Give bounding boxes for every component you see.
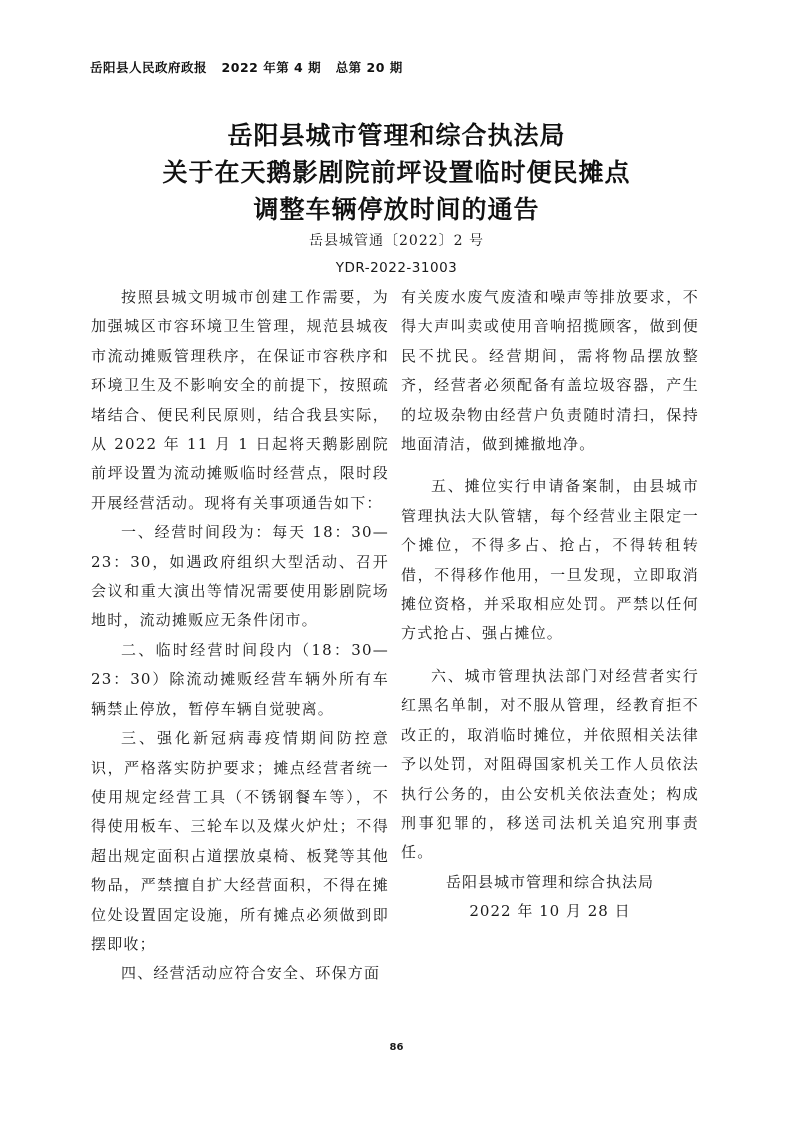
item-3-paragraph: 三、强化新冠病毒疫情期间防控意识，严格落实防护要求；摊点经营者统一使用规定经营工具（不锈钢餐车等），不得使用板车、三轮车以及煤火炉灶；不得超出规定面积占道摆放桌椅、板凳等其他物品，严禁擅自扩大经营面积，不得在摊位处设置固定设施，所有摊点必须做到即摆即收； xyxy=(91,729,389,953)
body-left-column xyxy=(91,283,389,989)
page-number: 86 xyxy=(389,1042,404,1053)
item-2-paragraph: 二、临时经营时间段内（18：30—23：30）除流动摊贩经营车辆外所有车辆禁止停放，暂停车辆自觉驶离。 xyxy=(91,640,389,718)
ydr-code: YDR-2022-31003 xyxy=(335,260,458,276)
intro-paragraph: 按照县城文明城市创建工作需要，为加强城区市容环境卫生管理，规范县城夜市流动摊贩管理秩序，在保证市容秩序和环境卫生及不影响安全的前提下，按照疏堵结合、便民利民原则，结合我县实际，从 2022 年 11 月 1 日起将天鹅影剧院前坪设置为流动摊贩临时经营点，限时段开展经营活动。现将有关事项通告如下： xyxy=(91,288,389,512)
item-4-paragraph-continued: 有关废水废气废渣和噪声等排放要求，不得大声叫卖或使用音响招揽顾客，做到便民不扰民。经营期间，需将物品摆放整齐，经营者必须配备有盖垃圾容器，产生的垃圾杂物由经营户负责随时清扫，保持地面清洁，做到摊撤地净。 xyxy=(401,288,699,454)
item-1-paragraph: 一、经营时间段为：每天 18：30—23：30，如遇政府组织大型活动、召开会议和重大演出等情况需要使用影剧院场地时，流动摊贩应无条件闭市。 xyxy=(91,523,389,630)
notice-title-block xyxy=(0,117,793,282)
item-4-paragraph-start: 四、经营活动应符合安全、环保方面 xyxy=(121,964,381,983)
body-right-column xyxy=(401,283,699,868)
signature-organization: 岳阳县城市管理和综合执法局 xyxy=(445,873,654,891)
title-line-2: 关于在天鹅影剧院前坪设置临时便民摊点 xyxy=(162,158,631,187)
item-5-paragraph: 五、摊位实行申请备案制，由县城市管理执法大队管辖，每个经营业主限定一个摊位，不得多占、抢占，不得转租转借，不得移作他用，一旦发现，立即取消摊位资格，并采取相应处罚。严禁以任何方式抢占、强占摊位。 xyxy=(401,477,699,643)
signature-block xyxy=(401,868,699,926)
journal-header: 岳阳县人民政府政报 2022 年第 4 期 总第 20 期 xyxy=(90,60,403,75)
item-6-paragraph: 六、城市管理执法部门对经营者实行红黑名单制，对不服从管理，经教育拒不改正的，取消临时摊位，并依照相关法律予以处罚，对阻碍国家机关工作人员依法执行公务的，由公安机关依法查处；构成刑事犯罪的，移送司法机关追究刑事责任。 xyxy=(401,666,699,862)
title-line-1: 岳阳县城市管理和综合执法局 xyxy=(227,121,566,150)
document-number: 岳县城管通〔2022〕2 号 xyxy=(309,233,484,249)
signature-date: 2022 年 10 月 28 日 xyxy=(469,902,631,920)
title-line-3: 调整车辆停放时间的通告 xyxy=(253,195,540,224)
